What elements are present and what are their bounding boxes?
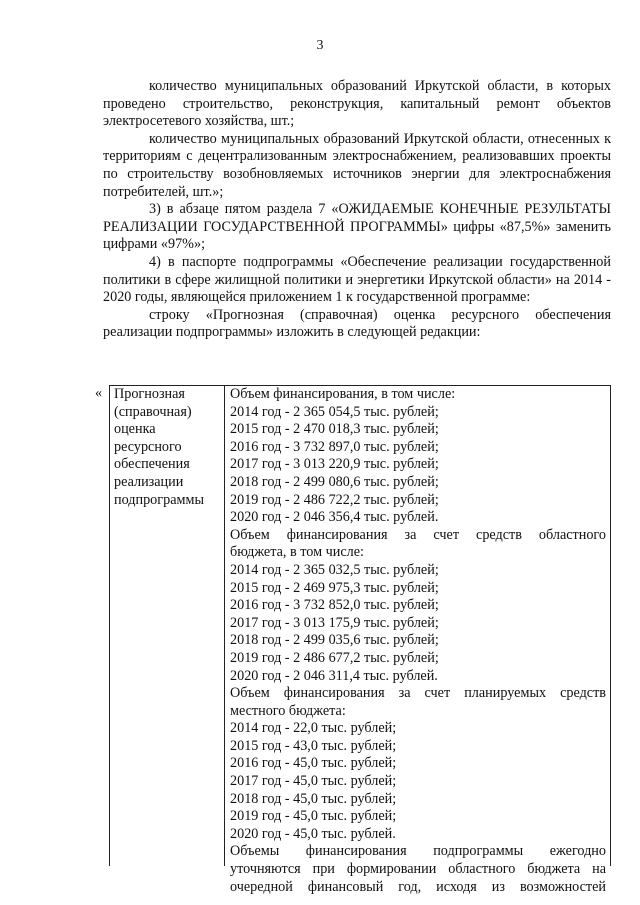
table-value-line: 2017 год - 3 013 175,9 тыс. рублей; [230,614,439,631]
table-value-line: 2014 год - 2 365 054,5 тыс. рублей; [230,403,439,420]
resource-table-wrapper [95,385,613,895]
table-value-line: 2016 год - 3 732 852,0 тыс. рублей; [230,597,439,614]
table-label-line: обеспечения [114,456,190,473]
table-value-line: 2019 год - 2 486 677,2 тыс. рублей; [230,649,439,666]
table-label-line: реализации [114,473,184,490]
table-value-line: очередной финансовый год, исходя из возможностей [230,878,606,895]
table-value-line: 2015 год - 2 469 975,3 тыс. рублей; [230,579,439,596]
table-value-line: 2015 год - 2 470 018,3 тыс. рублей; [230,421,439,438]
table-value-line: Объем финансирования, в том числе: [230,386,456,402]
table-value-line: 2018 год - 2 499 080,6 тыс. рублей; [230,473,439,490]
table-value-line: 2017 год - 3 013 220,9 тыс. рублей; [230,456,439,473]
table-value-line: 2020 год - 2 046 311,4 тыс. рублей. [230,667,438,684]
table-value-line: 2014 год - 22,0 тыс. рублей; [230,720,397,737]
paragraph-decentralized: количество муниципальных образований Иркутской области, отнесенных к территориям с децентрализованным электроснабжением, реализовавших проекты по строительству возобновляемых источников энергии для электроснабжения потребителей, шт.»; [103,130,611,200]
table-value-line: местного бюджета: [230,702,346,719]
table-value-line: 2020 год - 45,0 тыс. рублей. [230,825,396,842]
table-value-line: 2019 год - 2 486 722,2 тыс. рублей; [230,491,439,508]
table-value-line: 2016 год - 45,0 тыс. рублей; [230,755,397,772]
table-value-line: 2018 год - 45,0 тыс. рублей; [230,790,397,807]
table-value-line: 2019 год - 45,0 тыс. рублей; [230,808,397,825]
table-label-cell [110,386,225,866]
opening-quote: « [95,385,103,401]
paragraph-item-4: 4) в паспорте подпрограммы «Обеспечение реализации государственной политики в сфере жилищной политики и энергетики Иркутской области» на 2014 - 2020 годы, являющейся приложением 1 к государственной программе: [103,253,611,306]
page-number: 3 [316,38,324,53]
table-value-line: 2020 год - 2 046 356,4 тыс. рублей. [230,509,439,526]
table-value-line: 2017 год - 45,0 тыс. рублей; [230,773,397,790]
table-value-line: бюджета, в том числе: [230,544,364,561]
document-body [103,78,611,342]
resource-table [109,385,611,895]
table-label-line: (справочная) [114,403,192,420]
table-value-cell [225,386,610,895]
table-value-line: уточняются при формировании областного бюджета на [230,861,606,878]
table-label-line: подпрограммы [114,491,204,508]
table-value-line: Объем финансирования за счет планируемых средств [230,685,606,702]
table-label-line: Прогнозная [114,386,185,402]
paragraph-municipal-count: количество муниципальных образований Иркутской области, в которых проведено строительство, реконструкция, капитальный ремонт объектов электросетевого хозяйства, шт.; [103,78,611,130]
paragraph-row-replacement: строку «Прогнозная (справочная) оценка ресурсного обеспечения реализации подпрограммы» изложить в следующей редакции: [103,306,611,341]
table-value-line: 2015 год - 43,0 тыс. рублей; [230,737,397,754]
table-value-line: Объем финансирования за счет средств областного [230,526,606,543]
paragraph-item-3: 3) в абзаце пятом раздела 7 «ОЖИДАЕМЫЕ КОНЕЧНЫЕ РЕЗУЛЬТАТЫ РЕАЛИЗАЦИИ ГОСУДАРСТВЕННОЙ ПРОГРАММЫ» цифры «87,5%» заменить цифрами «97%»; [103,201,611,253]
table-value-line: 2016 год - 3 732 897,0 тыс. рублей; [230,438,439,455]
table-value-line: Объемы финансирования подпрограммы ежегодно [230,843,606,860]
table-value-line: 2014 год - 2 365 032,5 тыс. рублей; [230,561,439,578]
table-label-line: ресурсного [114,438,182,455]
table-value-line: 2018 год - 2 499 035,6 тыс. рублей; [230,632,439,649]
table-label-line: оценка [114,421,156,438]
